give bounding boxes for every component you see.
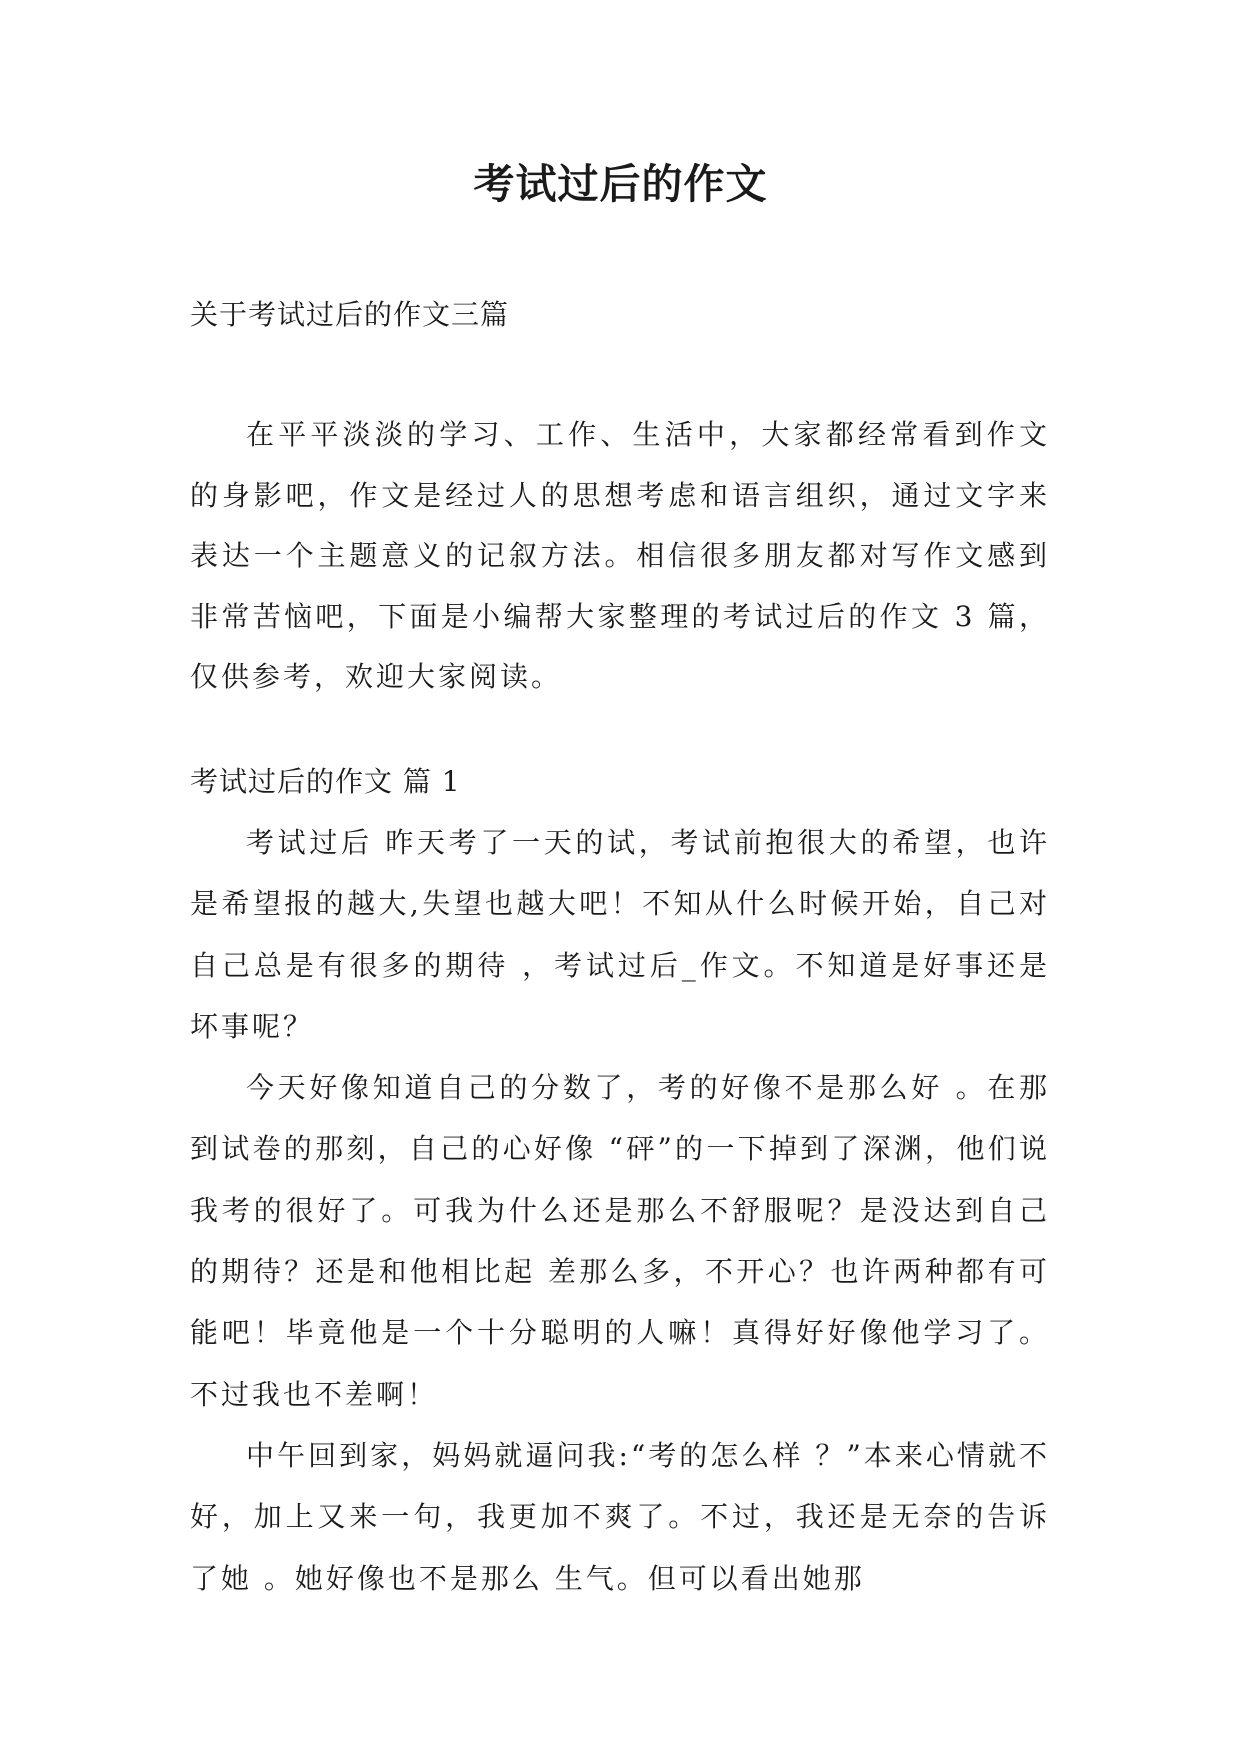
essay-paragraph: 考试过后 昨天考了一天的试，考试前抱很大的希望，也许是希望报的越大,失望也越大吧！不知从什么时候开始，自己对自己总是有很多的期待 ，考试过后_作文。不知道是好事还是坏事呢？ <box>190 826 1050 1043</box>
document-title: 考试过后的作文 <box>473 160 768 208</box>
essay-paragraph: 今天好像知道自己的分数了，考的好像不是那么好 。在那到试卷的那刻，自己的心好像 “砰”的一下掉到了深渊，他们说我考的很好了。可我为什么还是那么不舒服呢？是没达到自己的期待？还是和他相比起 差那么多，不开心？也许两种都有可能吧！毕竟他是一个十分聪明的人嘛！真得好好像他学习了。不过我也不差啊！ <box>190 1071 1050 1411</box>
essay-body <box>190 812 1050 1609</box>
essay-paragraph: 中午回到家，妈妈就逼问我:“考的怎么样 ？”本来心情就不好，加上又来一句，我更加不爽了。不过，我还是无奈的告诉了她 。她好像也不是那么 生气。但可以看出她那 <box>190 1438 1050 1595</box>
intro-paragraph: 在平平淡淡的学习、工作、生活中，大家都经常看到作文的身影吧，作文是经过人的思想考虑和语言组织，通过文字来表达一个主题意义的记叙方法。相信很多朋友都对写作文感到非常苦恼吧，下面是小编帮大家整理的考试过后的作文 3 篇，仅供参考，欢迎大家阅读。 <box>190 418 1050 693</box>
document-subtitle: 关于考试过后的作文三篇 <box>190 298 510 331</box>
section-heading: 考试过后的作文 篇 1 <box>190 765 461 798</box>
